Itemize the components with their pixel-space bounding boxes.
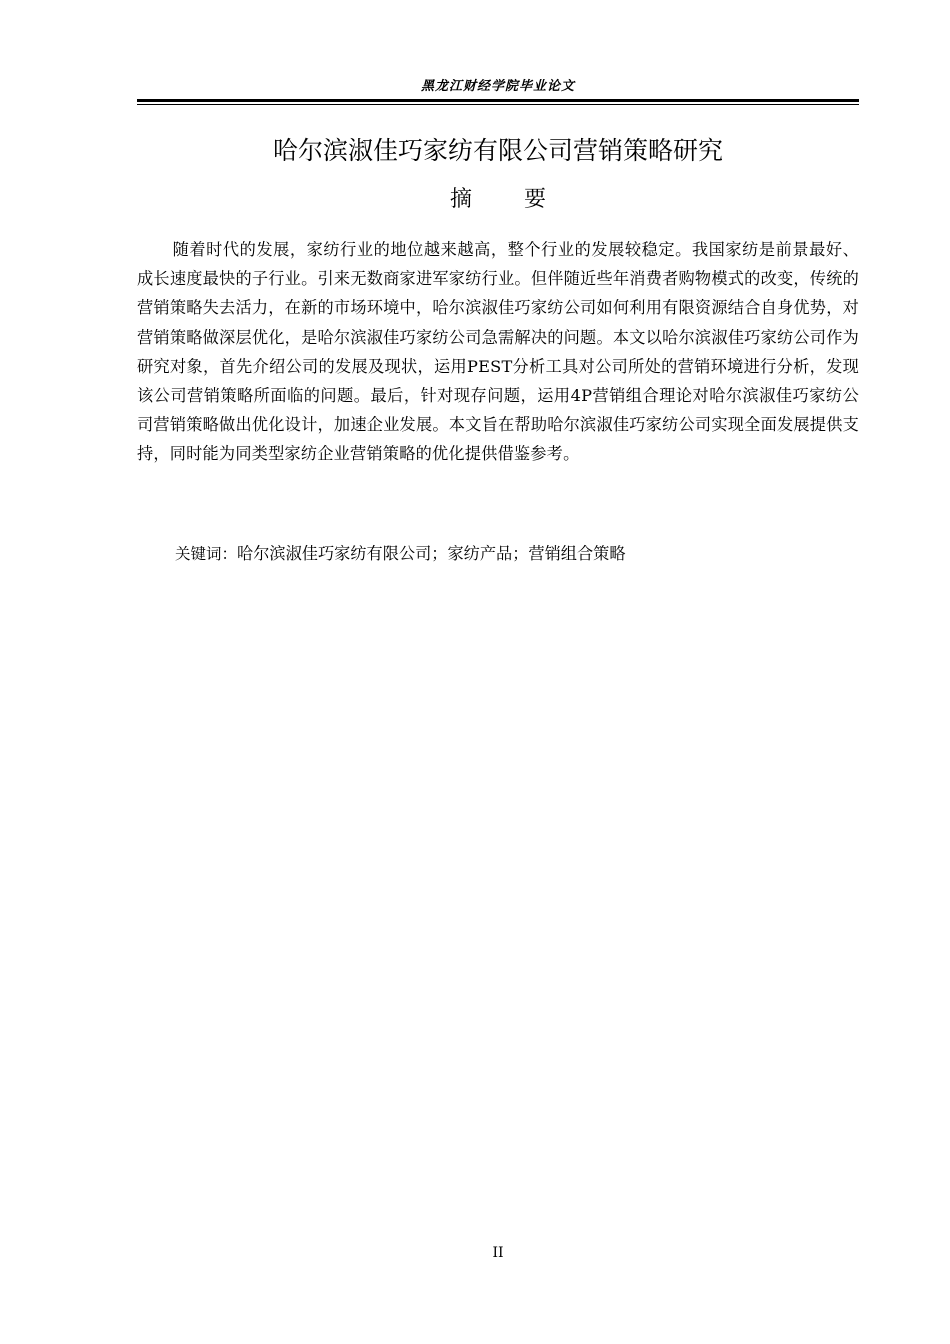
keywords-line — [137, 539, 859, 569]
abstract-heading-part2: 要 — [524, 187, 547, 212]
keywords-label: 关键词： — [175, 545, 238, 563]
abstract-heading-part1: 摘 — [449, 187, 472, 212]
abstract-heading — [137, 185, 859, 215]
running-header: 黑龙江财经学院毕业论文 — [420, 79, 575, 94]
page-number: II — [492, 1245, 504, 1261]
document-title: 哈尔滨淑佳巧家纺有限公司营销策略研究 — [272, 136, 723, 165]
abstract-body: 随着时代的发展，家纺行业的地位越来越高，整个行业的发展较稳定。我国家纺是前景最好、成长速度最快的子行业。引来无数商家进军家纺行业。但伴随近些年消费者购物模式的改变，传统的营销策略失去活力，在新的市场环境中，哈尔滨淑佳巧家纺公司如何利用有限资源结合自身优势，对营销策略做深层优化，是哈尔滨淑佳巧家纺公司急需解决的问题。本文以哈尔滨淑佳巧家纺公司作为研究对象，首先介绍公司的发展及现状，运用PEST分析工具对公司所处的营销环境进行分析，发现该公司营销策略所面临的问题。最后，针对现存问题，运用4P营销组合理论对哈尔滨淑佳巧家纺公司营销策略做出优化设计，加速企业发展。本文旨在帮助哈尔滨淑佳巧家纺公司实现全面发展提供支持，同时能为同类型家纺企业营销策略的优化提供借鉴参考。 — [137, 240, 859, 464]
header-rule-thick — [137, 99, 859, 102]
keywords-text: 哈尔滨淑佳巧家纺有限公司；家纺产品；营销组合策略 — [237, 544, 626, 563]
header-rule-thin — [137, 104, 859, 105]
